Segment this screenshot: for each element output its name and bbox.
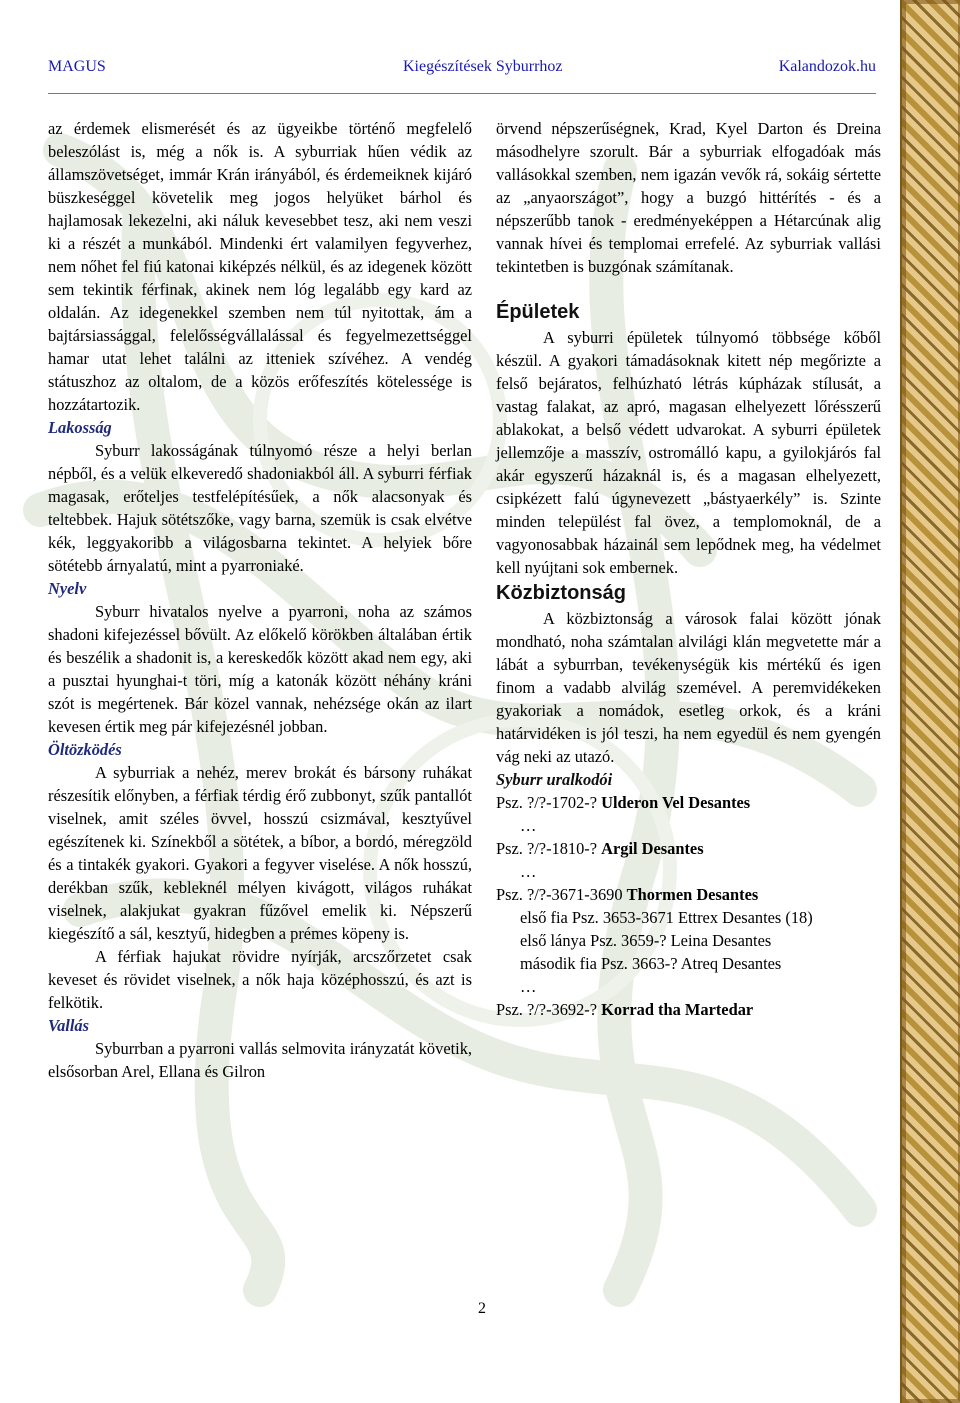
paragraph: A syburriak a nehéz, merev brokát és bársony ruhákat részesítik előnyben, a férfiak térdig érő zubbonyt, szűk pantallót viselnek, amit széles övvel, hosszú csizmával, kesztyűvel egészítenek ki. Színekből a sötétek, a bíbor, a bordó, méregzöld és a tintakék gyakori. Gyakori a fegyver viselése. A nők hosszú, derékban szűk, kebleknél mélyen kivágott, világos ruhákat viselnek, alakjukat gyakran fűzővel emelik ki. Népszerű kiegészítő a sál, kesztyű, hidegben a prémes köpeny is. bbox=[48, 763, 472, 943]
ruler-entry bbox=[496, 883, 881, 906]
page-header bbox=[48, 58, 876, 82]
heading-uralkodoi: Syburr uralkodói bbox=[496, 770, 613, 789]
ellipsis: … bbox=[520, 816, 537, 835]
ruler-name: Ulderon Vel Desantes bbox=[601, 793, 751, 812]
header-center: Kiegészítések Syburrhoz bbox=[403, 58, 563, 75]
header-right: Kalandozok.hu bbox=[778, 58, 876, 75]
ruler-entry bbox=[496, 998, 881, 1021]
paragraph: A férfiak hajukat rövidre nyírják, arcszőrzetet csak keveset és rövidet viselnek, a nők haja középhosszú, és azt is felkötik. bbox=[48, 947, 472, 1012]
header-divider bbox=[48, 93, 876, 94]
right-column bbox=[496, 117, 881, 1021]
ruler-dates: Psz. ?/?-1810-? bbox=[496, 839, 602, 858]
paragraph: örvend népszerűségnek, Krad, Kyel Darton és Dreina másodhelyre szorult. Bár a syburriak elfogadóak más vallásokkal szemben, nem igazán vevők rá, sokáig sértette az „anyaországot”, hogy a buzgó hittérítés - és a népszerűbb tanok - eredményeképpen a Hétarcúnak alig vannak hívei és templomai errefelé. Az syburriak vallási tekintetben is buzgónak számítanak. bbox=[496, 119, 881, 276]
decorative-border bbox=[900, 0, 960, 1403]
ellipsis: … bbox=[520, 862, 537, 881]
ruler-entry bbox=[496, 837, 881, 860]
heading-nyelv: Nyelv bbox=[48, 579, 87, 598]
heading-vallas: Vallás bbox=[48, 1016, 89, 1035]
ruler-child: első lánya Psz. 3659-? Leina Desantes bbox=[520, 931, 772, 950]
heading-epuletek: Épületek bbox=[496, 301, 580, 323]
header-left: MAGUS bbox=[48, 58, 106, 75]
heading-kozbiztonsag: Közbiztonság bbox=[496, 582, 626, 604]
paragraph: Syburr hivatalos nyelve a pyarroni, noha az számos shadoni kifejezéssel bővült. Az előkelő körökben általában értik és beszélik a shadonit is, a kereskedők között akad nem egy, aki a pusztai hyunghai-t töri, míg a katonák között néhány kráni szót is megértenek. Bár közel vannak, nehézsége okán az ilart kevesen értik meg pár kifejezésnél jobban. bbox=[48, 602, 472, 736]
ruler-name: Korrad tha Martedar bbox=[601, 1000, 754, 1019]
page-number: 2 bbox=[478, 1300, 486, 1317]
paragraph: A syburri épületek túlnyomó többsége kőből készül. A gyakori támadásoknak kitett nép megőrizte a felső bejáratos, felhúzható létrás kúpházak stílusát, a vastag falakat, az apró, magasan elhelyezett lőrésszerű ablakokat, a belső védett udvarokat. A syburri épületek jellemzője a masszív, ostromálló kapu, a gyilokjárós fal akár egyszerű házaknál is, és a magasan elhelyezett, csipkézett falú úgynevezett „bástyaerkély” is. Szinte minden települést fal övez, a templomoknál, de a vagyonosabbak házainál sem lepődnek meg, ha védelmet kell nyújtani sok embernek. bbox=[496, 328, 881, 577]
ruler-dates: Psz. ?/?-3671-3690 bbox=[496, 885, 627, 904]
paragraph: A közbiztonság a városok falai között jónak mondható, noha számtalan alvilági klán megvetette már a lábát a syburrban, tevékenységük kis mértékű és igen finom a vadabb alvilág szemével. A peremvidékeken gyakoriak a nomádok, esetleg orkok, és a kráni határvidéken is jól teszi, ha nem egyedül és nem gyengén vág neki az utazó. bbox=[496, 609, 881, 766]
paragraph: Syburrban a pyarroni vallás selmovita irányzatát követik, elsősorban Arel, Ellana és Gilron bbox=[48, 1039, 472, 1081]
ruler-name: Thormen Desantes bbox=[626, 885, 759, 904]
heading-lakossag: Lakosság bbox=[48, 418, 112, 437]
paragraph: az érdemek elismerését és az ügyeikbe történő megfelelő beleszólást is, még a nők is. A syburriak hűen védik az államszövetséget, immár Krán irányából, és érdemeiknek kijáró büszkeséggel követelik meg jogos helyüket bárhol és hajlamosak lekezelni, aki náluk kevesebbet tesz, aki nem veszi ki a részét a munkából. Mindenki ért valamilyen fegyverhez, nem nőhet fel fiú katonai kiképzés nélkül, és az idegenek között sem tekintik férfinak, akinek nem lóg legalább egy kard az oldalán. Az idegenekkel szemben nem túl nyitottak, ám a bajtársiassággal, felelősségvállalással és fegyelmezettséggel hamar utat lehet találni az itteniek szívéhez. A vendég státuszhoz az oltalom, de a közös erőfeszítés kötelessége is hozzátartozik. bbox=[48, 119, 472, 414]
heading-oltozkodes: Öltözködés bbox=[48, 740, 122, 759]
ruler-list bbox=[496, 791, 881, 1021]
ruler-dates: Psz. ?/?-3692-? bbox=[496, 1000, 602, 1019]
ruler-name: Argil Desantes bbox=[601, 839, 704, 858]
ruler-child: második fia Psz. 3663-? Atreq Desantes bbox=[520, 954, 782, 973]
paragraph: Syburr lakosságának túlnyomó része a helyi berlan népből, és a velük elkeveredő shadoniakból áll. A syburri férfiak magasak, erőteljes testfelépítésűek, a nők alacsonyak és teltebbek. Hajuk sötétszőke, vagy barna, szemük is csak elvétve kék, leggyakoribb a világosbarna tekintet. A helyiek bőre sötétebb árnyalatú, mint a pyarroniaké. bbox=[48, 441, 472, 575]
ruler-entry bbox=[496, 791, 881, 814]
ruler-child: első fia Psz. 3653-3671 Ettrex Desantes (18) bbox=[520, 908, 813, 927]
left-column bbox=[48, 117, 472, 1083]
ellipsis: … bbox=[520, 977, 537, 996]
ruler-dates: Psz. ?/?-1702-? bbox=[496, 793, 602, 812]
